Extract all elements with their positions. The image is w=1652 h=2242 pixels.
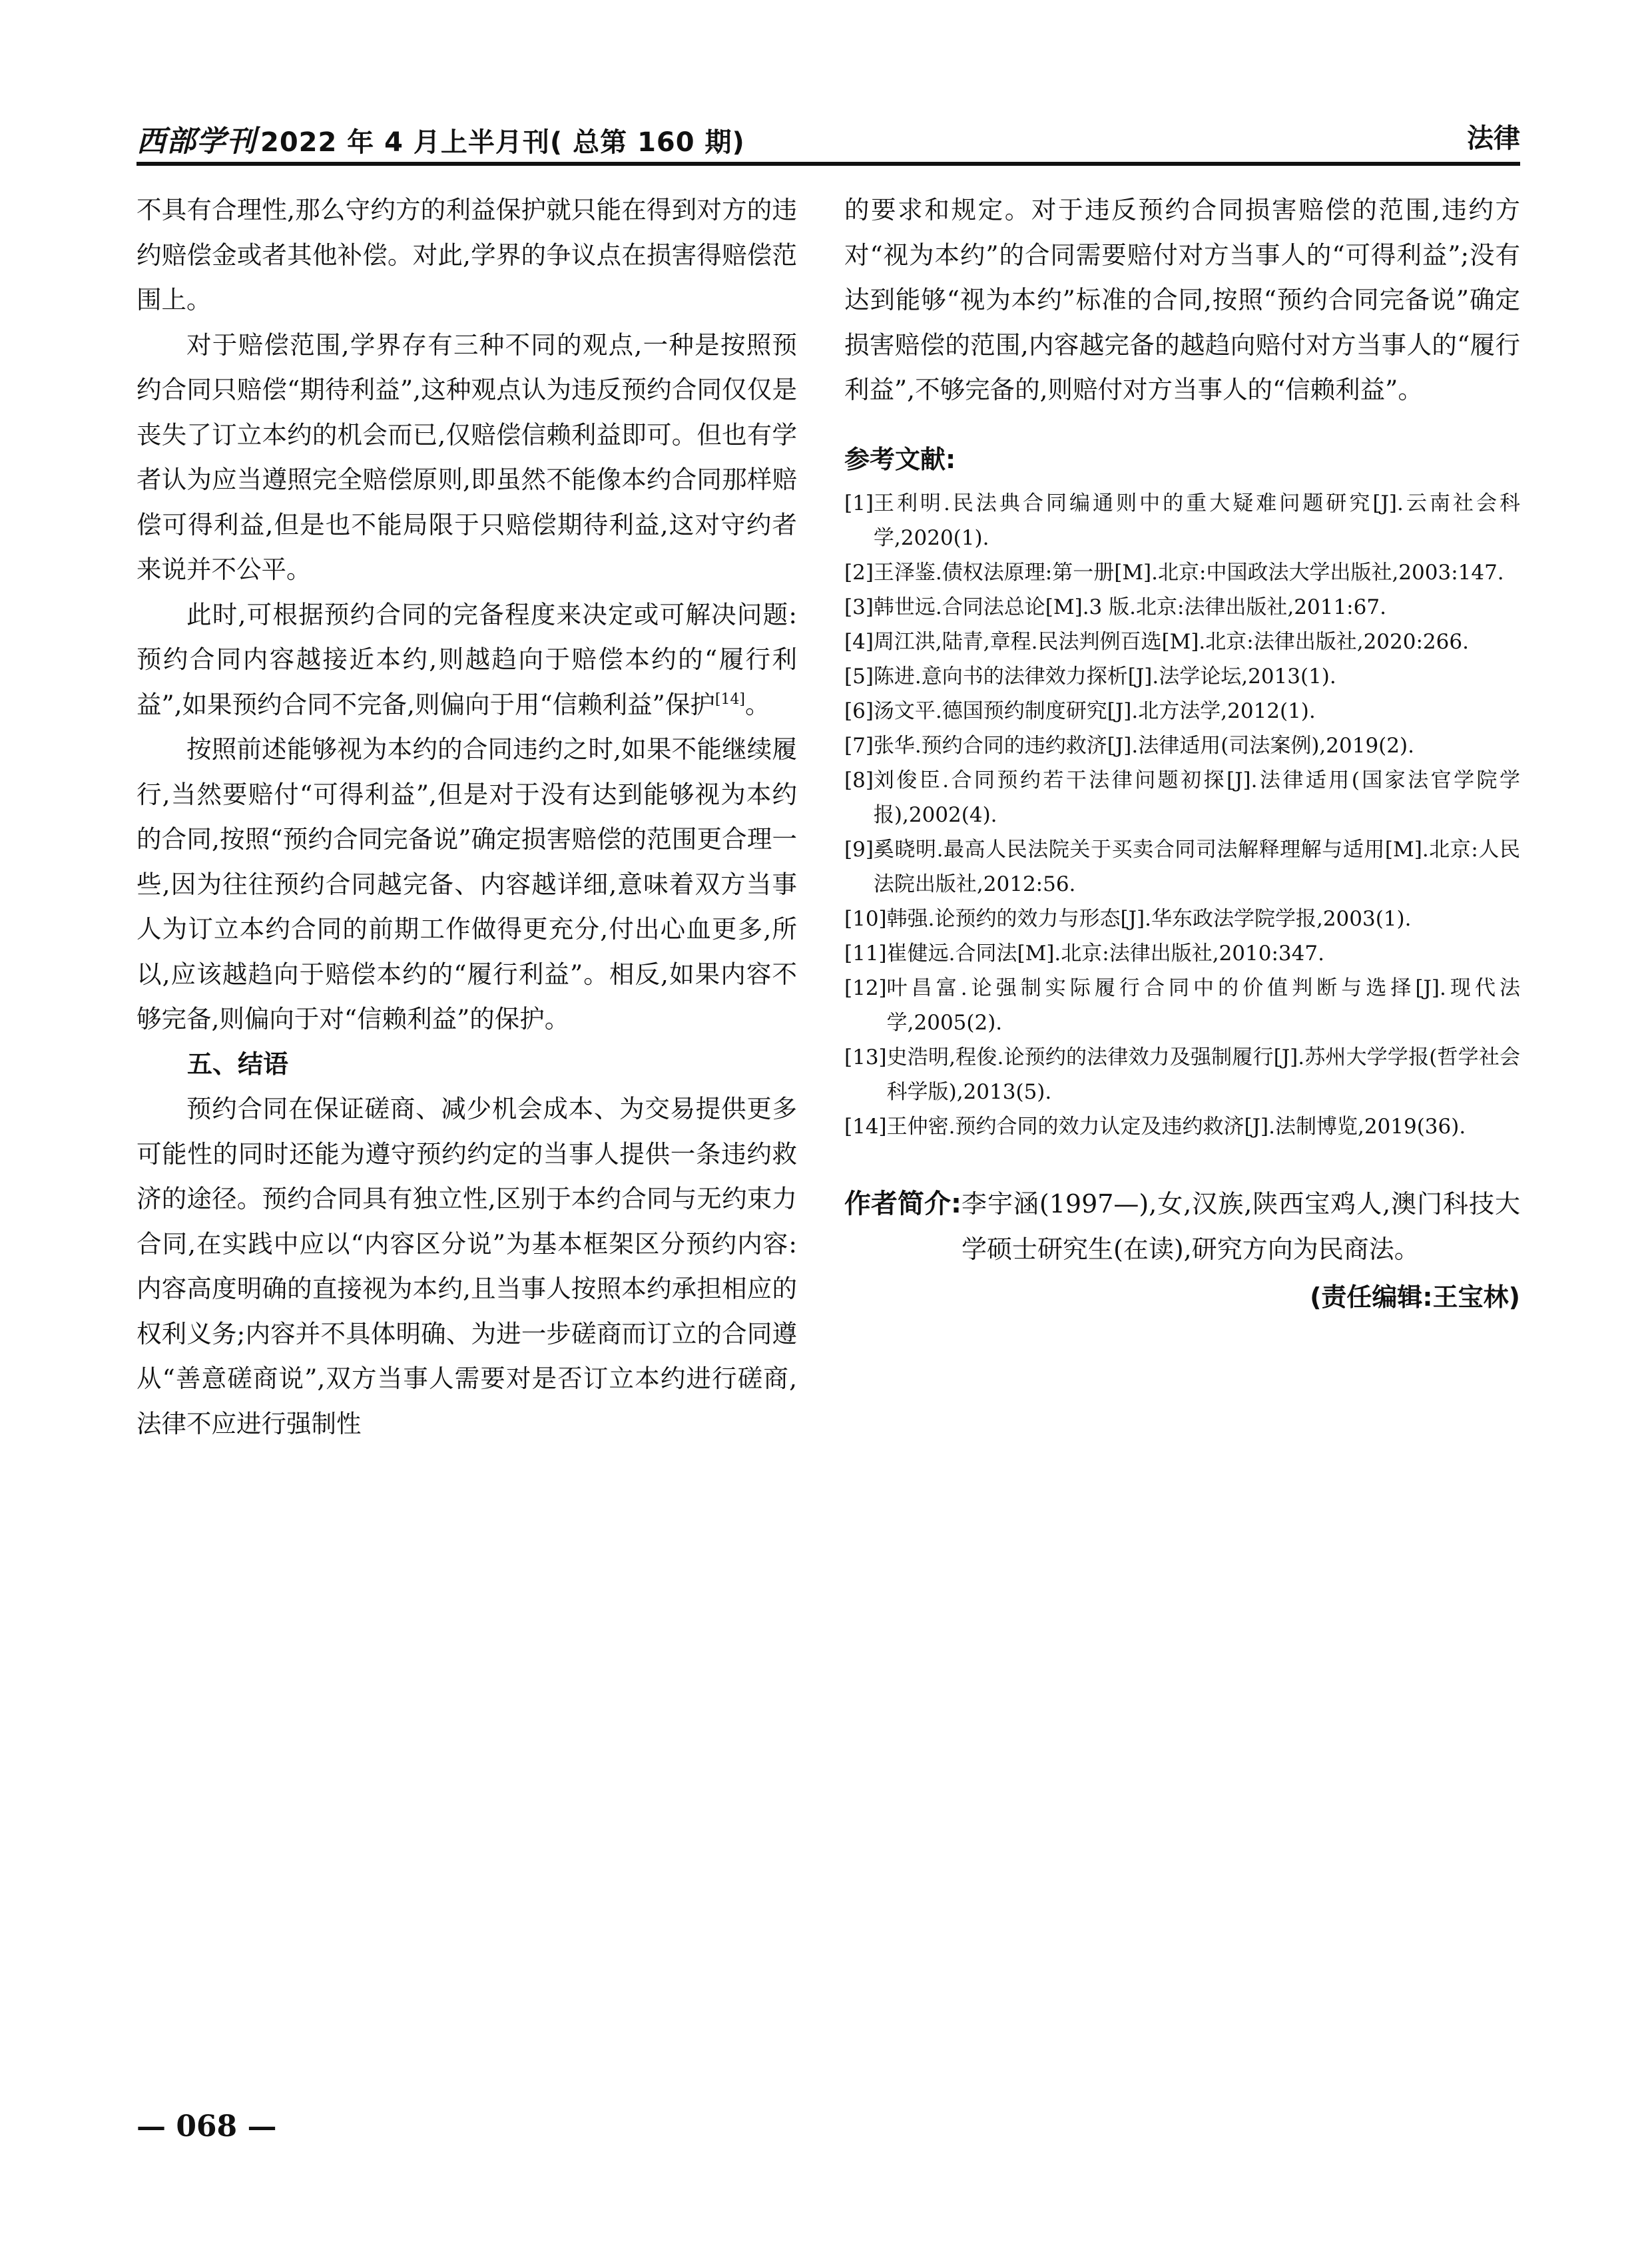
reference-text: 史浩明,程俊.论预约的法律效力及强制履行[J].苏州大学学报(哲学社会科学版),2013(5). [886,1045,1520,1104]
author-bio [844,1181,1520,1272]
body-paragraph: 预约合同在保证磋商、减少机会成本、为交易提供更多可能性的同时还能为遵守预约约定的当事人提供一条违约救济的途径。预约合同具有独立性,区别于本约合同与无约束力合同,在实践中应以“内容区分说”为基本框架区分预约内容:内容高度明确的直接视为本约,且当事人按照本约承担相应的权利义务;内容并不具体明确、为进一步磋商而订立的合同遵从“善意磋商说”,双方当事人需要对是否订立本约进行磋商,法律不应进行强制性 [137,1094,797,1438]
reference-item [844,763,1520,832]
body-paragraph: 对于赔偿范围,学界存有三种不同的观点,一种是按照预约合同只赔偿“期待利益”,这种观点认为违反预约合同仅仅是丧失了订立本约的机会而已,仅赔偿信赖利益即可。但也有学者认为应当遵照完全赔偿原则,即虽然不能像本约合同那样赔偿可得利益,但是也不能局限于只赔偿期待利益,这对守约者来说并不公平。 [137,330,797,584]
reference-text: 崔健远.合同法[M].北京:法律出版社,2010:347. [886,941,1324,966]
reference-number: [12] [844,976,887,1000]
reference-item [844,832,1520,902]
reference-item [844,971,1520,1040]
reference-text: 刘俊臣.合同预约若干法律问题初探[J].法律适用(国家法官学院学报),2002(4). [873,768,1520,827]
reference-text: 陈进.意向书的法律效力探析[J].法学论坛,2013(1). [873,664,1336,689]
reference-number: [5] [844,664,874,689]
section-name: 法律 [1467,123,1520,154]
reference-number: [1] [844,491,874,515]
reference-item [844,659,1520,694]
reference-item [844,728,1520,763]
body-paragraph [137,593,797,728]
reference-text: 周江洪,陆青,章程.民法判例百选[M].北京:法律出版社,2020:266. [873,629,1469,654]
author-bio-text: 李宇涵(1997—),女,汉族,陕西宝鸡人,澳门科技大学硕士研究生(在读),研究方向为民商法。 [962,1189,1520,1264]
reference-text: 韩世远.合同法总论[M].3 版.北京:法律出版社,2011:67. [873,595,1386,619]
reference-number: [6] [844,699,874,723]
reference-text: 叶昌富.论强制实际履行合同中的价值判断与选择[J].现代法学,2005(2). [886,976,1520,1035]
reference-number: [4] [844,629,874,654]
body-paragraph: 的要求和规定。对于违反预约合同损害赔偿的范围,违约方对“视为本约”的合同需要赔付对方当事人的“可得利益”;没有达到能够“视为本约”标准的合同,按照“预约合同完备说”确定损害赔偿的范围,内容越完备的越趋向赔付对方当事人的“履行利益”,不够完备的,则赔付对方当事人的“信赖利益”。 [844,195,1520,404]
journal-issue [137,117,745,160]
reference-number: [13] [844,1045,887,1069]
left-column [137,188,797,1446]
issue-info: 2022 年 4 月上半月刊( 总第 160 期) [260,127,745,158]
reference-text: 王泽鉴.债权法原理:第一册[M].北京:中国政法大学出版社,2003:147. [873,560,1504,585]
journal-logo: 西部学刊 [137,125,256,158]
reference-item [844,1040,1520,1109]
page-number: — 068 — [137,2109,277,2143]
right-column [844,188,1520,1320]
reference-number: [14] [844,1114,887,1139]
reference-text: 奚晓明.最高人民法院关于买卖合同司法解释理解与适用[M].北京:人民法院出版社,2012:56. [873,837,1520,896]
reference-item [844,1109,1520,1144]
reference-item [844,902,1520,936]
author-bio-label: 作者简介: [844,1188,962,1219]
paragraph-end: 。 [745,689,770,719]
reference-text: 王仲密.预约合同的效力认定及违约救济[J].法制博览,2019(36). [886,1114,1466,1139]
running-header [137,115,1520,161]
reference-item [844,486,1520,555]
body-paragraph: 不具有合理性,那么守约方的利益保护就只能在得到对方的违约赔偿金或者其他补偿。对此,学界的争议点在损害得赔偿范围上。 [137,195,797,314]
header-rule [137,162,1520,166]
paragraph-text: 此时,可根据预约合同的完备程度来决定或可解决问题:预约合同内容越接近本约,则越趋向于赔偿本约的“履行利益”,如果预约合同不完备,则偏向于用“信赖利益”保护 [137,599,797,719]
body-paragraph: 按照前述能够视为本约的合同违约之时,如果不能继续履行,当然要赔付“可得利益”,但是对于没有达到能够视为本约的合同,按照“预约合同完备说”确定损害赔偿的范围更合理一些,因为往往预约合同越完备、内容越详细,意味着双方当事人为订立本约合同的前期工作做得更充分,付出心血更多,所以,应该越趋向于赔偿本约的“履行利益”。相反,如果内容不够完备,则偏向于对“信赖利益”的保护。 [137,734,797,1033]
reference-item [844,590,1520,625]
reference-text: 张华.预约合同的违约救济[J].法律适用(司法案例),2019(2). [873,733,1414,758]
reference-item [844,555,1520,590]
responsible-editor: (责任编辑:王宝林) [1310,1282,1520,1312]
reference-item [844,694,1520,728]
reference-text: 汤文平.德国预约制度研究[J].北方法学,2012(1). [873,699,1316,723]
reference-list [844,486,1520,1144]
reference-item [844,625,1520,659]
reference-number: [7] [844,733,874,758]
citation-marker: [14] [714,691,746,708]
references-title: 参考文献: [844,444,956,474]
reference-number: [11] [844,941,887,966]
reference-number: [2] [844,560,874,585]
section-heading: 五、结语 [187,1049,289,1079]
reference-number: [10] [844,906,887,931]
reference-text: 王利明.民法典合同编通则中的重大疑难问题研究[J].云南社会科学,2020(1). [873,491,1520,550]
reference-number: [8] [844,768,874,792]
reference-number: [9] [844,837,874,862]
reference-item [844,936,1520,971]
reference-number: [3] [844,595,874,619]
reference-text: 韩强.论预约的效力与形态[J].华东政法学院学报,2003(1). [886,906,1412,931]
